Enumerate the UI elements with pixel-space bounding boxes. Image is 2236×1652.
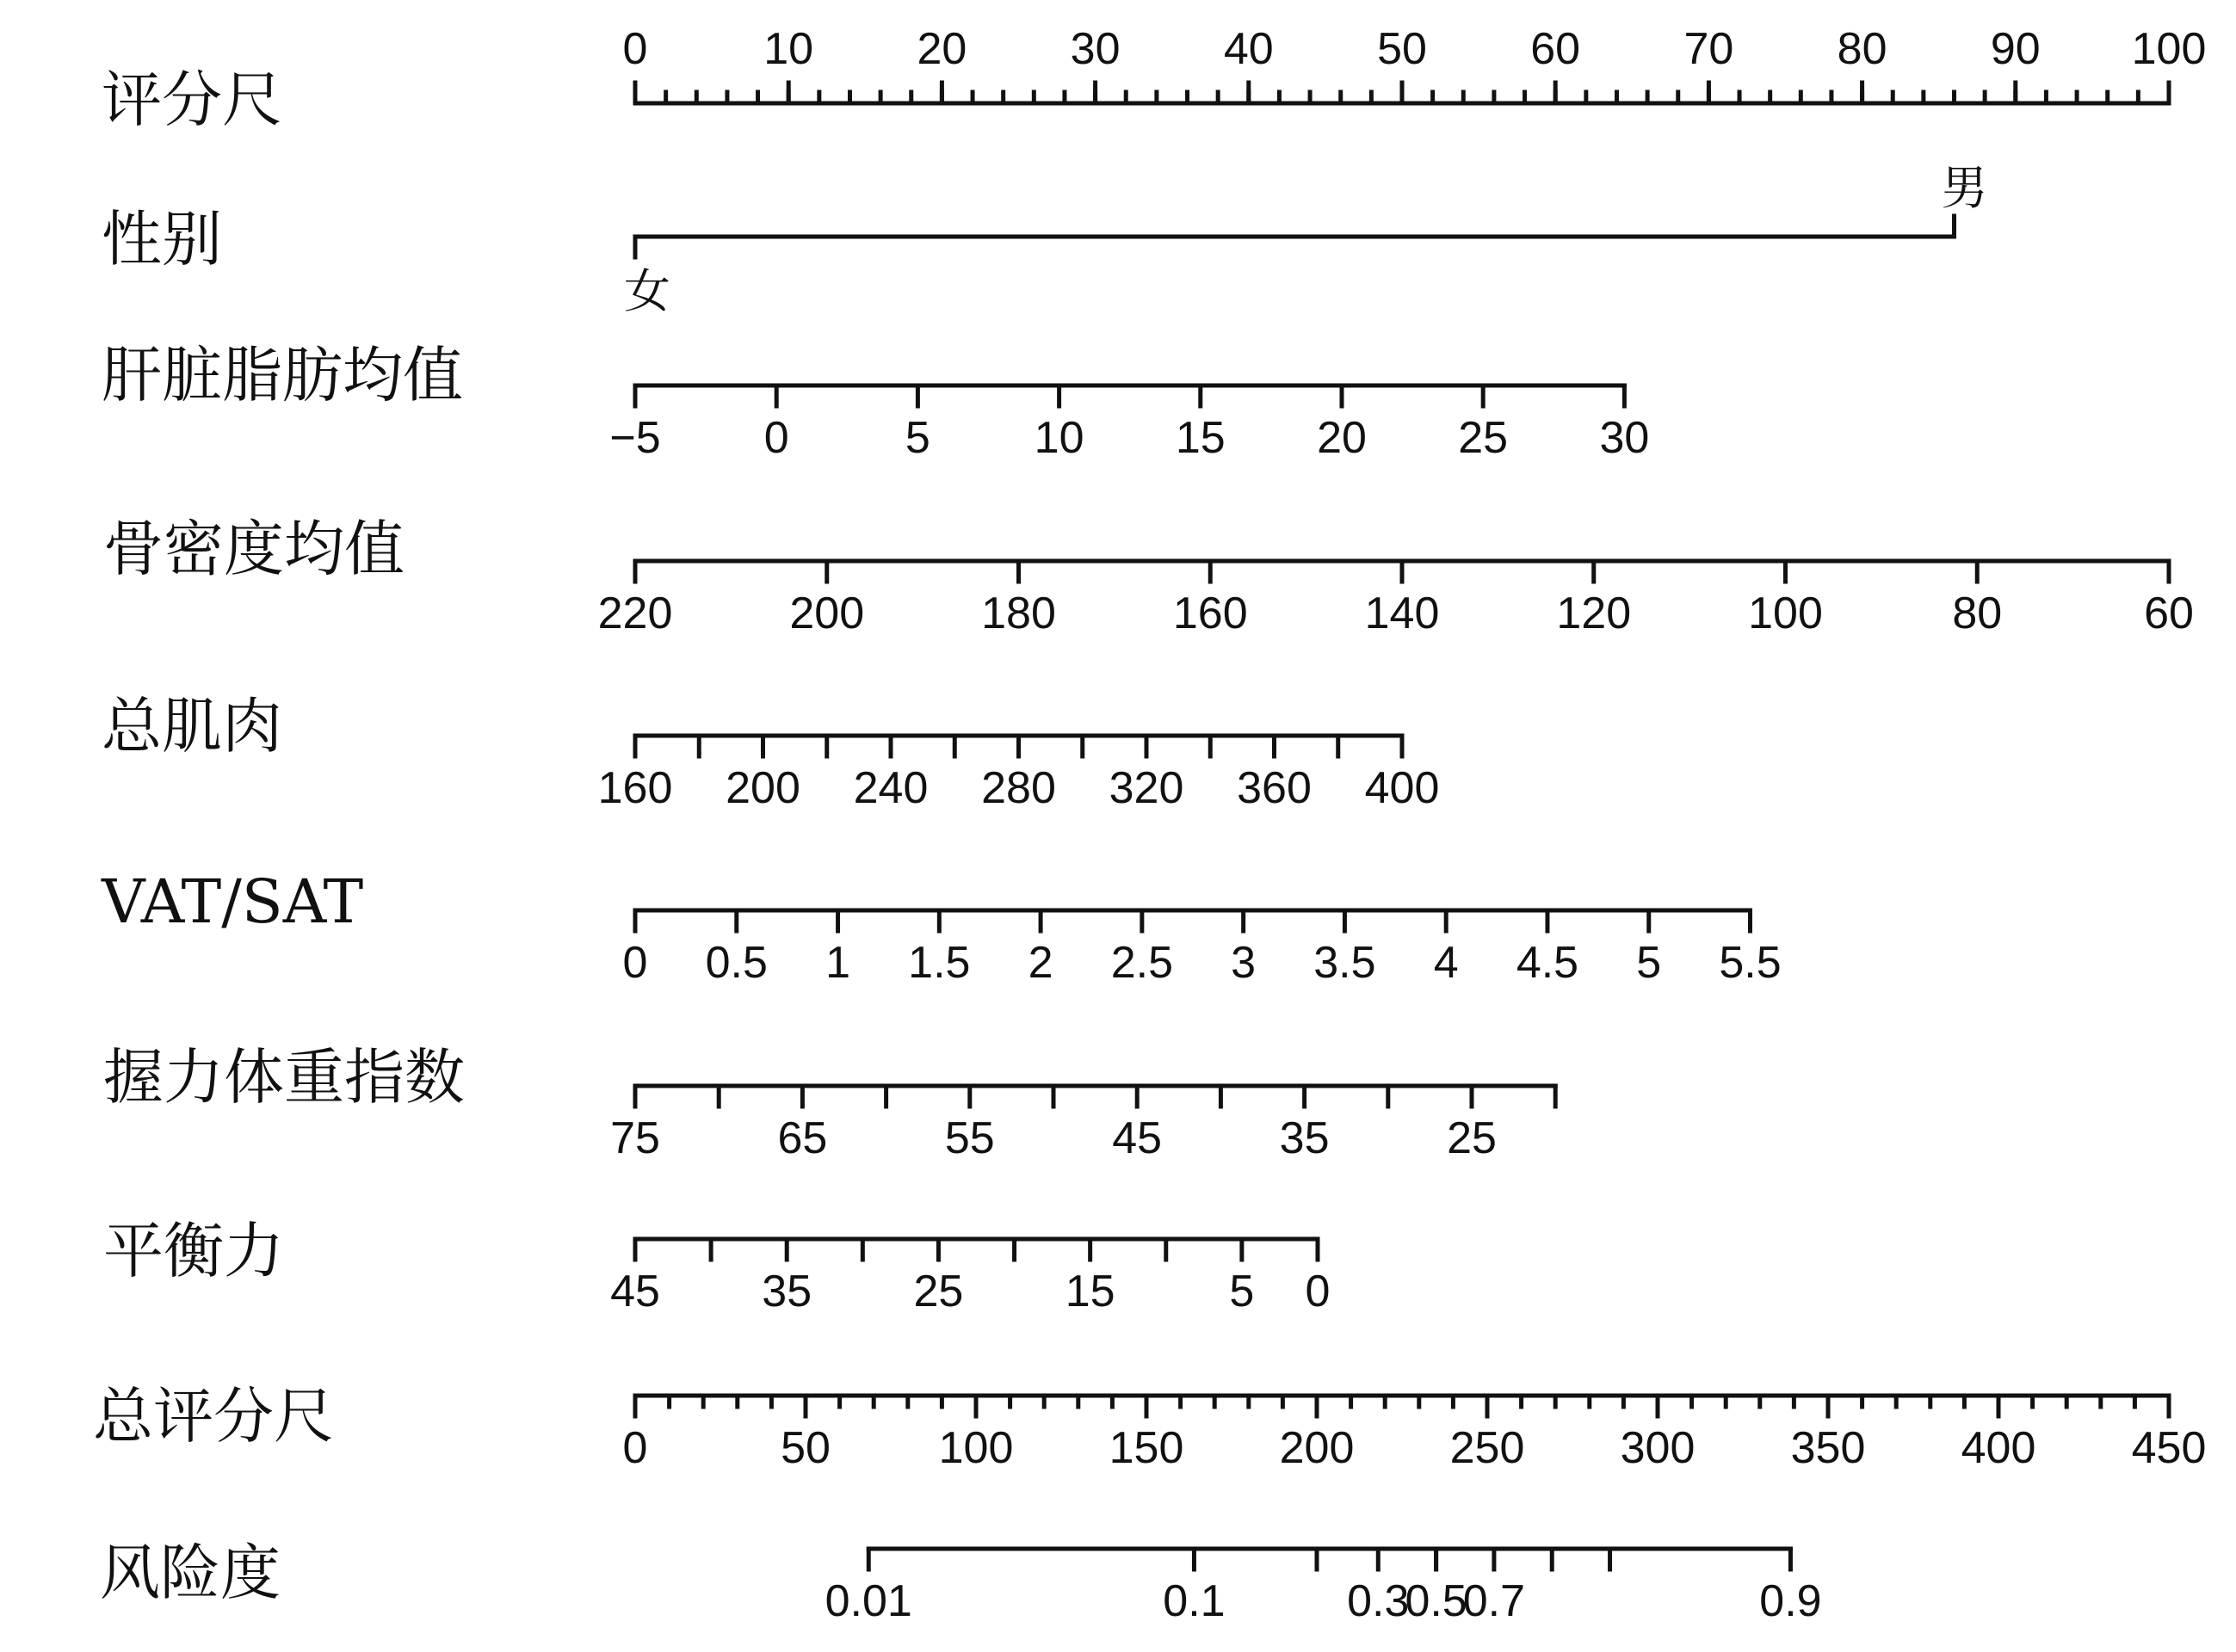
risk-tick-label: 0.7 xyxy=(1462,1576,1526,1626)
points-tick-label: 10 xyxy=(763,24,814,74)
total-points-tick-label: 0 xyxy=(622,1423,648,1473)
label-liver-fat: 肝脏脂肪均值 xyxy=(102,340,463,410)
bmd-tick-label: 220 xyxy=(597,589,673,638)
liver-fat-tick-label: 10 xyxy=(1034,413,1084,463)
points-tick-label: 20 xyxy=(917,24,967,74)
label-vat-sat: VAT/SAT xyxy=(102,866,364,937)
sex-category-label: 男 xyxy=(1941,161,1988,215)
vat-sat-tick-label: 0.5 xyxy=(705,938,768,988)
risk-tick-label: 0.1 xyxy=(1163,1576,1226,1626)
points-tick-label: 100 xyxy=(2131,24,2207,74)
total-muscle-tick-label: 240 xyxy=(853,763,929,813)
label-risk: 风险度 xyxy=(100,1538,281,1608)
points-tick-label: 30 xyxy=(1070,24,1121,74)
bmd-tick-label: 100 xyxy=(1748,589,1823,638)
vat-sat-tick-label: 3.5 xyxy=(1313,938,1376,988)
vat-sat-tick-label: 1.5 xyxy=(908,938,971,988)
total-points-tick-label: 300 xyxy=(1620,1423,1696,1473)
vat-sat-tick-label: 2.5 xyxy=(1110,938,1174,988)
liver-fat-tick-label: 30 xyxy=(1599,413,1650,463)
points-tick-label: 0 xyxy=(622,24,648,74)
vat-sat-tick-label: 5.5 xyxy=(1719,938,1782,988)
vat-sat-tick-label: 5 xyxy=(1636,938,1662,988)
bmd-tick-label: 60 xyxy=(2144,589,2194,638)
total-points-tick-label: 200 xyxy=(1279,1423,1355,1473)
axes xyxy=(598,24,2207,1626)
vat-sat-tick-label: 3 xyxy=(1231,938,1257,988)
vat-sat-tick-label: 4 xyxy=(1433,938,1459,988)
balance-tick-label: 25 xyxy=(913,1267,964,1316)
label-points: 评分尺 xyxy=(102,65,282,135)
total-points-tick-label: 450 xyxy=(2131,1423,2207,1473)
vat-sat-tick-label: 4.5 xyxy=(1516,938,1579,988)
total-points-tick-label: 50 xyxy=(781,1423,831,1473)
total-points-tick-label: 250 xyxy=(1449,1423,1525,1473)
total-muscle-tick-label: 320 xyxy=(1109,763,1184,813)
liver-fat-tick-label: 5 xyxy=(905,413,930,463)
sex-category-label: 女 xyxy=(624,264,670,318)
total-muscle-tick-label: 200 xyxy=(726,763,800,813)
label-bmd: 骨密度均值 xyxy=(103,514,405,584)
total-muscle-tick-label: 280 xyxy=(981,763,1056,813)
total-muscle-tick-label: 160 xyxy=(597,763,673,813)
risk-tick-label: 0.9 xyxy=(1759,1576,1822,1626)
total-points-tick-label: 350 xyxy=(1790,1423,1866,1473)
grip-index-tick-label: 35 xyxy=(1279,1113,1330,1163)
balance-tick-label: 5 xyxy=(1229,1267,1255,1316)
liver-fat-tick-label: 15 xyxy=(1175,413,1226,463)
liver-fat-tick-label: −5 xyxy=(609,413,661,463)
grip-index-tick-label: 75 xyxy=(610,1113,660,1163)
bmd-tick-label: 140 xyxy=(1364,589,1440,638)
grip-index-tick-label: 65 xyxy=(777,1113,828,1163)
bmd-tick-label: 80 xyxy=(1952,589,2003,638)
liver-fat-tick-label: 0 xyxy=(763,413,789,463)
label-balance: 平衡力 xyxy=(103,1216,284,1286)
risk-tick-label: 0.5 xyxy=(1405,1576,1467,1626)
vat-sat-tick-label: 1 xyxy=(825,938,851,988)
points-tick-label: 40 xyxy=(1223,24,1274,74)
liver-fat-tick-label: 25 xyxy=(1458,413,1509,463)
grip-index-tick-label: 25 xyxy=(1447,1113,1497,1163)
risk-tick-label: 0.01 xyxy=(825,1576,912,1626)
grip-index-tick-label: 55 xyxy=(944,1113,995,1163)
points-tick-label: 50 xyxy=(1377,24,1427,74)
balance-tick-label: 0 xyxy=(1305,1267,1331,1316)
label-total-muscle: 总肌肉 xyxy=(102,691,282,761)
label-total-points: 总评分尺 xyxy=(93,1381,334,1452)
label-grip-index: 握力体重指数 xyxy=(103,1042,465,1113)
bmd-tick-label: 180 xyxy=(981,589,1056,638)
bmd-tick-label: 160 xyxy=(1172,589,1248,638)
balance-tick-label: 15 xyxy=(1065,1267,1115,1316)
points-tick-label: 90 xyxy=(1990,24,2041,74)
total-points-tick-label: 100 xyxy=(938,1423,1014,1473)
vat-sat-tick-label: 0 xyxy=(622,938,648,988)
grip-index-tick-label: 45 xyxy=(1112,1113,1163,1163)
bmd-tick-label: 200 xyxy=(789,589,865,638)
total-points-tick-label: 150 xyxy=(1109,1423,1184,1473)
total-muscle-tick-label: 400 xyxy=(1364,763,1440,813)
points-tick-label: 70 xyxy=(1683,24,1734,74)
risk-tick-label: 0.3 xyxy=(1347,1576,1410,1626)
row-labels xyxy=(93,65,465,1608)
total-muscle-tick-label: 360 xyxy=(1237,763,1312,813)
points-tick-label: 80 xyxy=(1837,24,1887,74)
bmd-tick-label: 120 xyxy=(1556,589,1632,638)
balance-tick-label: 35 xyxy=(762,1267,812,1316)
total-points-tick-label: 400 xyxy=(1961,1423,2036,1473)
vat-sat-tick-label: 2 xyxy=(1028,938,1053,988)
liver-fat-tick-label: 20 xyxy=(1317,413,1367,463)
label-sex: 性别 xyxy=(102,204,222,274)
balance-tick-label: 45 xyxy=(610,1267,660,1316)
points-tick-label: 60 xyxy=(1530,24,1581,74)
